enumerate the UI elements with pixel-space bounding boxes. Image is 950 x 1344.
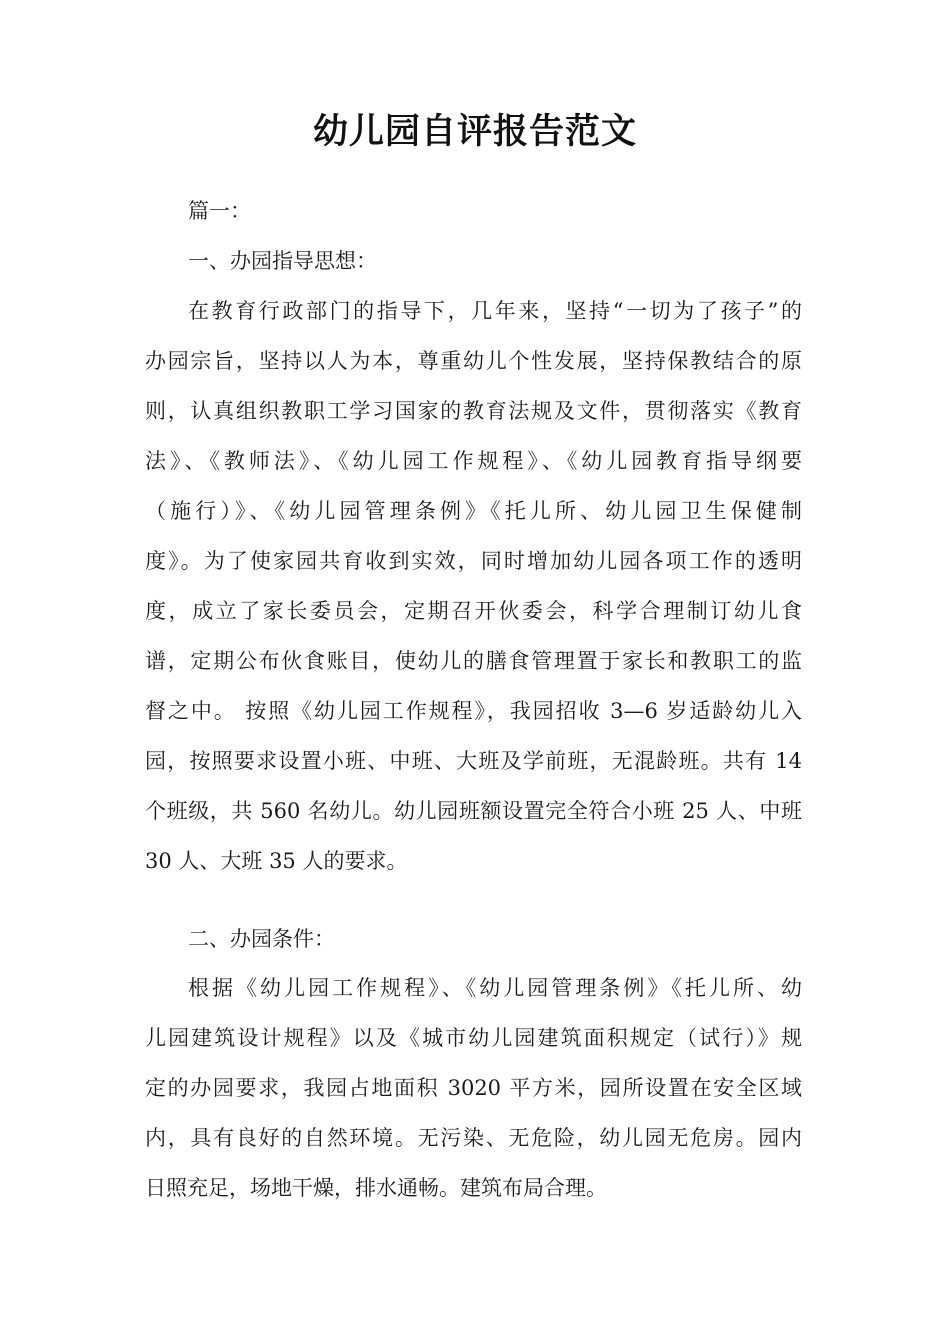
section-2-line: 儿园建筑设计规程》以及《城市幼儿园建筑面积规定（试行）》规 xyxy=(145,1026,802,1050)
section-1-line: 谱，定期公布伙食账目，使幼儿的膳食管理置于家长和教职工的监 xyxy=(145,649,802,673)
section-1-line: 园，按照要求设置小班、中班、大班及学前班，无混龄班。共有 14 xyxy=(145,749,802,773)
section-2-heading: 二、办园条件： xyxy=(188,927,335,951)
document-title: 幼儿园自评报告范文 xyxy=(312,112,637,152)
section-1-line: 则，认真组织教职工学习国家的教育法规及文件，贯彻落实《教育 xyxy=(145,399,802,423)
section-1-line: 督之中。 按照《幼儿园工作规程》，我园招收 3—6 岁适龄幼儿入 xyxy=(145,699,802,723)
part-label: 篇一： xyxy=(188,199,251,223)
section-1-line: 度，成立了家长委员会，定期召开伙委会，科学合理制订幼儿食 xyxy=(145,599,802,623)
section-1-heading: 一、办园指导思想： xyxy=(188,249,377,273)
section-1-line: 在教育行政部门的指导下，几年来，坚持“一切为了孩子”的 xyxy=(188,299,802,323)
section-1-line: 度》。为了使家园共育收到实效，同时增加幼儿园各项工作的透明 xyxy=(145,549,802,573)
section-2-line: 根据《幼儿园工作规程》、《幼儿园管理条例》《托儿所、幼 xyxy=(188,976,802,1000)
section-1-line: 个班级，共 560 名幼儿。幼儿园班额设置完全符合小班 25 人、中班 xyxy=(145,799,802,823)
section-2-line: 日照充足，场地干燥，排水通畅。建筑布局合理。 xyxy=(145,1176,607,1200)
section-1-line: 办园宗旨，坚持以人为本，尊重幼儿个性发展，坚持保教结合的原 xyxy=(145,349,802,373)
section-1-line: 30 人、大班 35 人的要求。 xyxy=(145,849,408,873)
section-2-line: 定的办园要求，我园占地面积 3020 平方米，园所设置在安全区域 xyxy=(145,1076,802,1100)
section-1-line: 法》、《教师法》、《幼儿园工作规程》、《幼儿园教育指导纲要 xyxy=(145,449,802,473)
section-1-line: （施行）》、《幼儿园管理条例》《托儿所、幼儿园卫生保健制 xyxy=(145,499,802,523)
section-2-line: 内，具有良好的自然环境。无污染、无危险，幼儿园无危房。园内 xyxy=(145,1126,802,1150)
